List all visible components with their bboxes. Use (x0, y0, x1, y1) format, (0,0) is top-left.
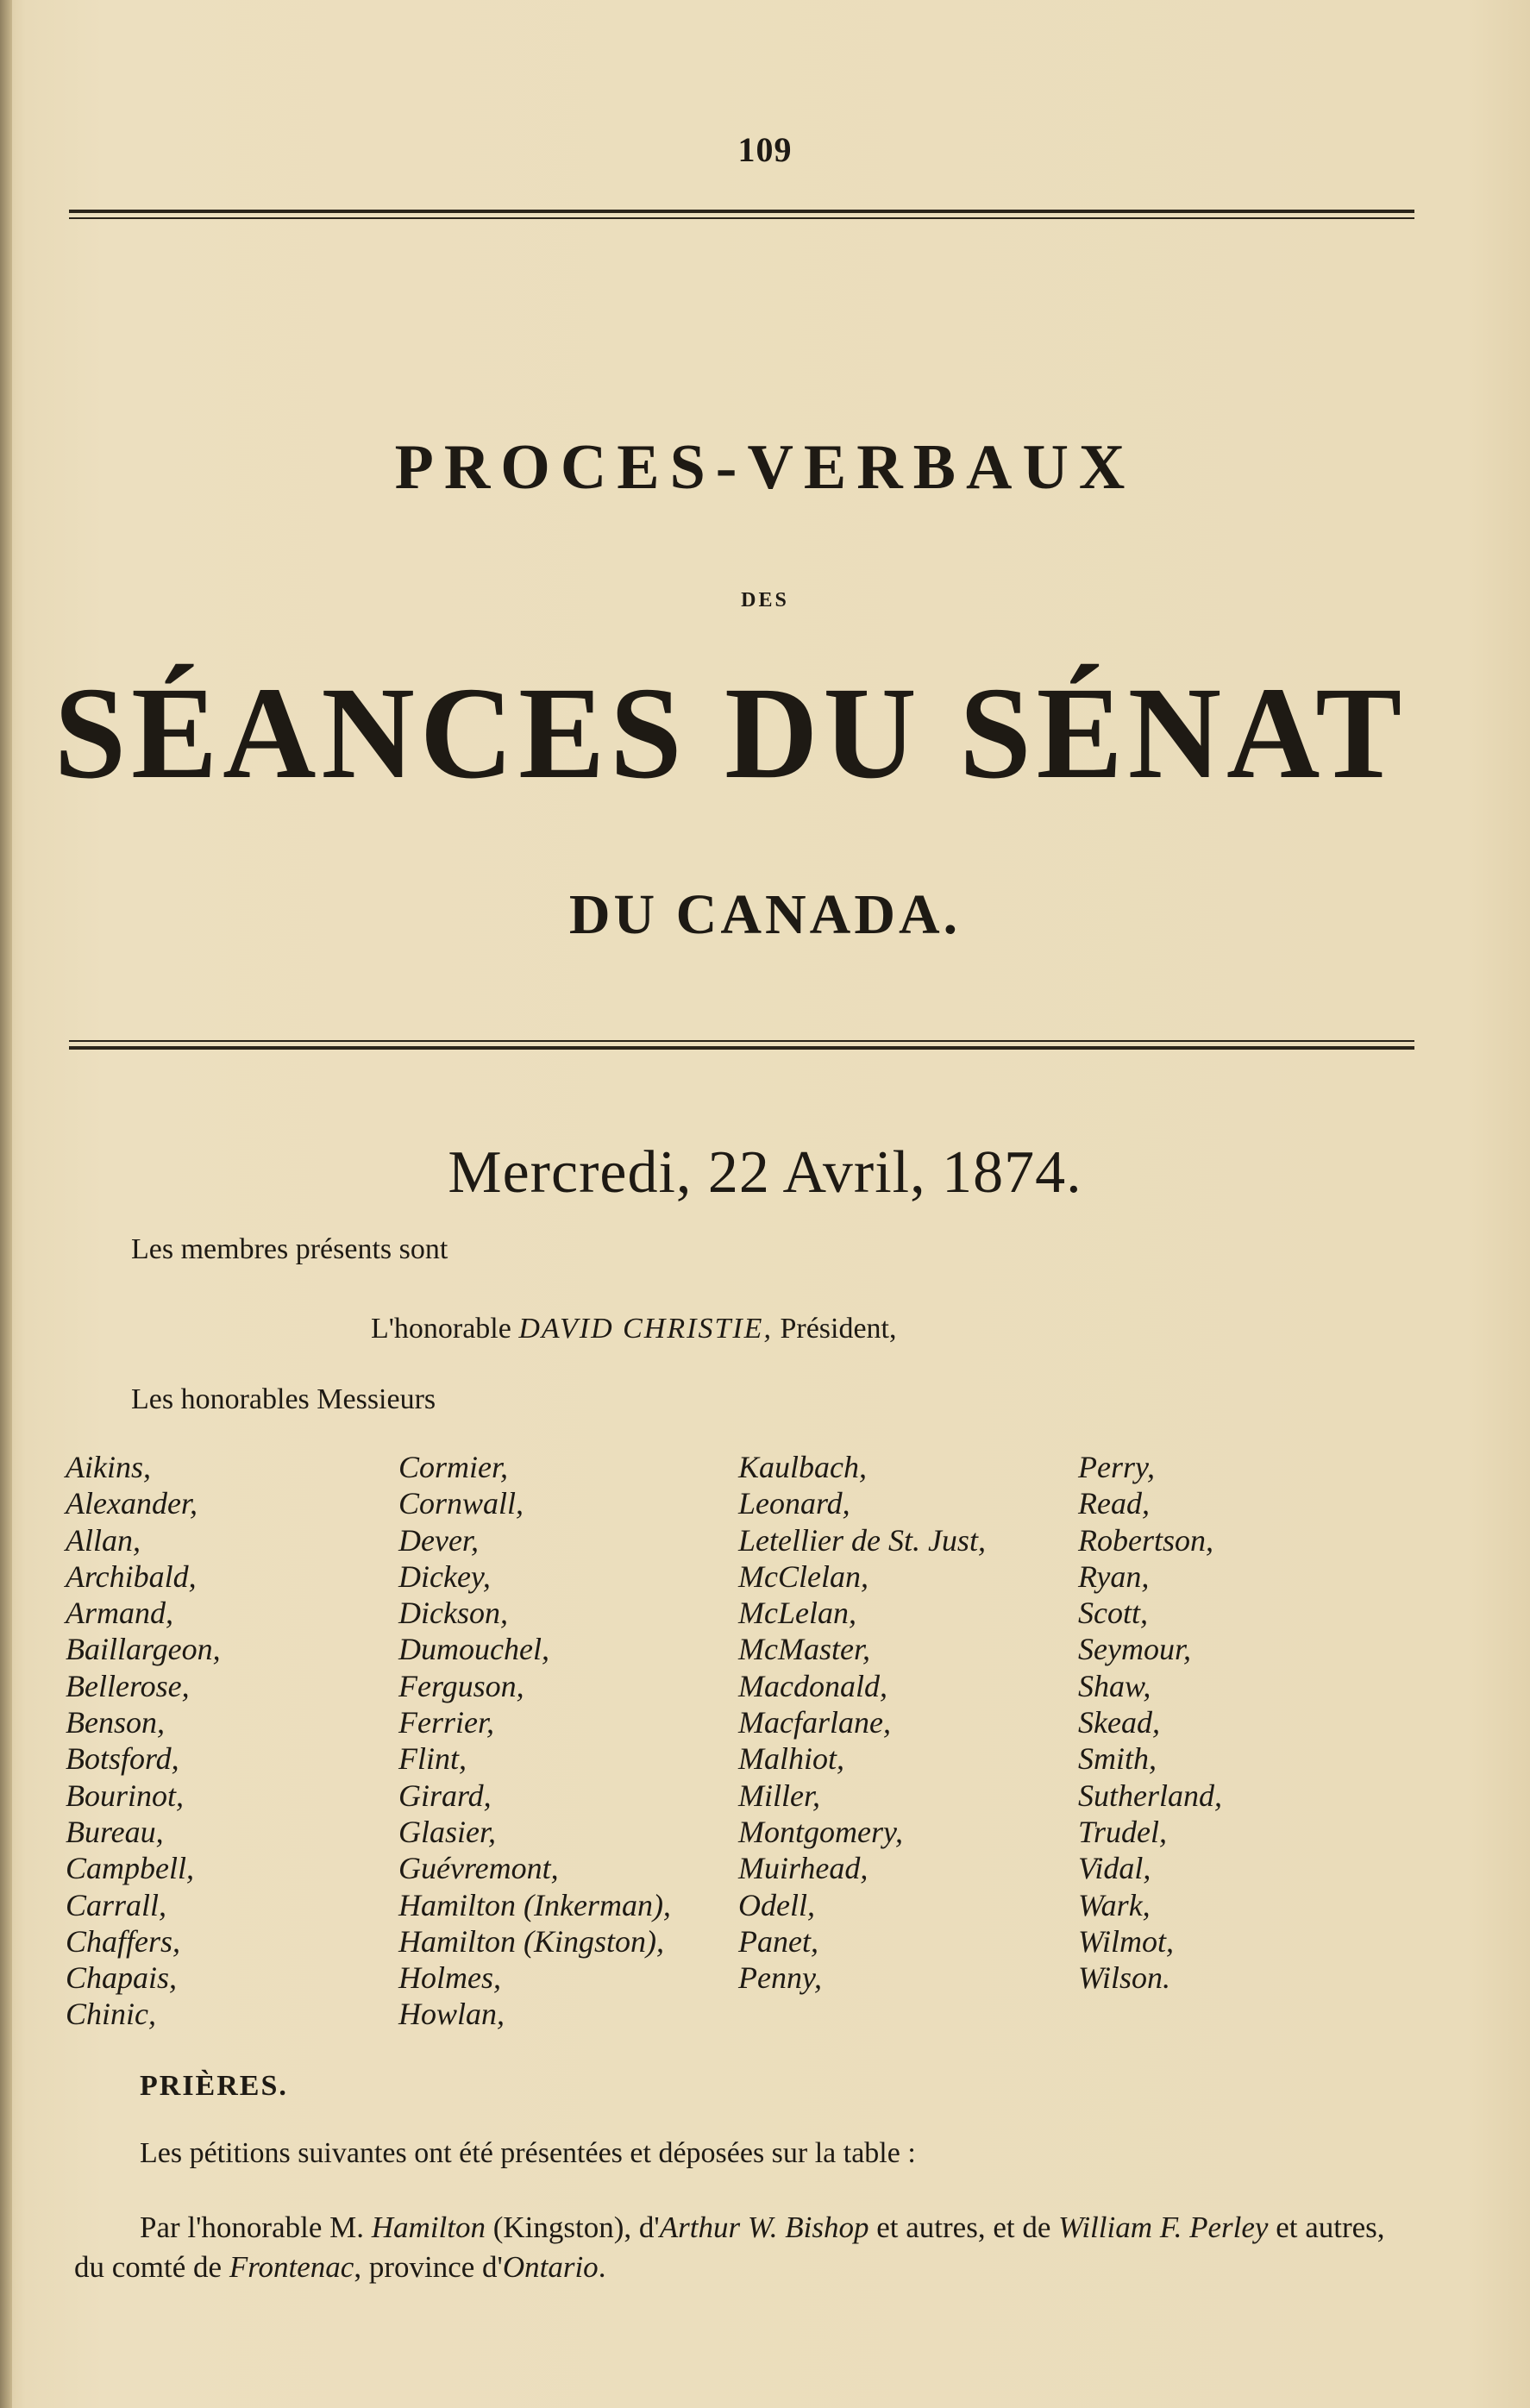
middle-rule-thin (69, 1040, 1414, 1042)
senators-column-4 (1078, 1449, 1222, 1996)
senator-name: Hamilton (Inkerman), (398, 1887, 671, 1922)
senator-name: Seymour, (1078, 1632, 1191, 1667)
senator-name: Carrall, (66, 1887, 167, 1922)
senator-name: Girard, (398, 1778, 492, 1813)
senator-name: Baillargeon, (66, 1632, 221, 1667)
senator-name: Dever, (398, 1522, 479, 1558)
senator-name: Chaffers, (66, 1923, 181, 1959)
senator-name: Bellerose, (66, 1668, 190, 1703)
senator-name: Campbell, (66, 1851, 194, 1886)
senator-name: Penny, (738, 1960, 822, 1996)
senator-name: Sutherland, (1078, 1778, 1222, 1813)
senator-name: Holmes, (398, 1960, 501, 1996)
senator-name: Panet, (738, 1923, 818, 1959)
prayers-heading: PRIÈRES. (140, 2070, 288, 2102)
senator-name: Letellier de St. Just, (738, 1522, 986, 1558)
senator-name: Wark, (1078, 1887, 1151, 1922)
senator-name: McClelan, (738, 1558, 868, 1594)
petition-text: Par l'honorable M. (140, 2210, 372, 2244)
senator-name: Chinic, (66, 1997, 156, 2032)
senator-name: McLelan, (738, 1596, 856, 1631)
senator-name: Kaulbach, (738, 1450, 867, 1484)
senator-name: Allan, (66, 1522, 141, 1558)
senator-name: Miller, (738, 1778, 820, 1813)
president-prefix: L'honorable (371, 1313, 511, 1345)
top-rule-thin (69, 217, 1414, 219)
title-seances-du-senat: SÉANCES DU SÉNAT (53, 660, 1408, 806)
petition-text: Frontenac (229, 2250, 354, 2284)
petition-text: et autres, du comté de (74, 2210, 1385, 2284)
petition-text: (Kingston), d' (486, 2210, 660, 2244)
senator-name: Malhiot, (738, 1741, 844, 1777)
senator-name: Muirhead, (738, 1851, 868, 1886)
petition-text: et autres, et de (868, 2210, 1059, 2244)
senator-name: Shaw, (1078, 1668, 1151, 1703)
senator-name: Hamilton (Kingston), (398, 1923, 665, 1959)
senator-name: Bourinot, (66, 1778, 185, 1813)
senator-name: Dumouchel, (398, 1632, 549, 1667)
senator-name: Cornwall, (398, 1486, 524, 1521)
petition-text: Arthur W. Bishop (659, 2210, 869, 2244)
title-des: DES (741, 589, 789, 611)
senator-name: Archibald, (66, 1558, 197, 1594)
honorables-line: Les honorables Messieurs (131, 1383, 436, 1415)
petition-text: William F. Perley (1058, 2210, 1269, 2244)
senator-name: Ryan, (1078, 1558, 1150, 1594)
senator-name: Bureau, (66, 1814, 164, 1849)
session-date: Mercredi, 22 Avril, 1874. (448, 1139, 1082, 1206)
senator-name: Howlan, (398, 1997, 505, 2032)
senator-name: McMaster, (738, 1632, 870, 1667)
senator-name: Trudel, (1078, 1814, 1168, 1849)
senator-name: Macfarlane, (738, 1705, 891, 1740)
senator-name: Ferrier, (398, 1705, 494, 1740)
senator-name: Odell, (738, 1887, 815, 1922)
senator-name: Chapais, (66, 1960, 178, 1996)
senator-name: Botsford, (66, 1741, 179, 1777)
senator-name: Montgomery, (738, 1814, 903, 1849)
senator-name: Flint, (398, 1741, 467, 1777)
senator-name: Skead, (1078, 1705, 1160, 1740)
petitions-intro: Les pétitions suivantes ont été présentées et déposées sur la table : (140, 2137, 916, 2169)
senator-name: Glasier, (398, 1814, 497, 1849)
petition-text: Hamilton (371, 2210, 486, 2244)
title-du-canada: DU CANADA. (568, 883, 962, 946)
senator-name: Guévremont, (398, 1851, 559, 1886)
senators-column-2 (398, 1449, 671, 2033)
petition-paragraph (74, 2208, 1420, 2287)
senator-name: Robertson, (1078, 1522, 1213, 1558)
president-line (371, 1313, 897, 1345)
senators-column-3 (738, 1449, 986, 1996)
senator-name: Smith, (1078, 1741, 1157, 1777)
senator-name: Dickson, (398, 1596, 508, 1631)
senator-name: Scott, (1078, 1596, 1148, 1631)
petition-text: . (598, 2250, 606, 2284)
senator-name: Perry, (1078, 1450, 1155, 1484)
senator-name: Wilmot, (1078, 1923, 1175, 1959)
senator-name: Aikins, (66, 1450, 151, 1484)
senator-name: Macdonald, (738, 1668, 887, 1703)
senator-name: Wilson. (1078, 1960, 1171, 1996)
top-rule-thick (69, 210, 1414, 213)
members-present-line: Les membres présents sont (131, 1233, 448, 1265)
president-title: Président, (780, 1313, 897, 1345)
senator-name: Read, (1078, 1486, 1150, 1521)
senators-column-1 (66, 1449, 221, 2033)
senator-name: Dickey, (398, 1558, 491, 1594)
page-number: 109 (737, 130, 793, 169)
title-proces-verbaux: PROCES-VERBAUX (394, 432, 1136, 503)
petition-text: Ontario (502, 2250, 599, 2284)
middle-rule-thick (69, 1046, 1414, 1050)
petition-text: , province d' (354, 2250, 503, 2284)
senator-name: Vidal, (1078, 1851, 1151, 1886)
senator-name: Alexander, (66, 1486, 198, 1521)
senator-name: Cormier, (398, 1450, 509, 1484)
senator-name: Ferguson, (398, 1668, 524, 1703)
senator-name: Armand, (66, 1596, 173, 1631)
senator-name: Benson, (66, 1705, 165, 1740)
president-name: DAVID CHRISTIE, (518, 1313, 773, 1345)
senator-name: Leonard, (738, 1486, 850, 1521)
